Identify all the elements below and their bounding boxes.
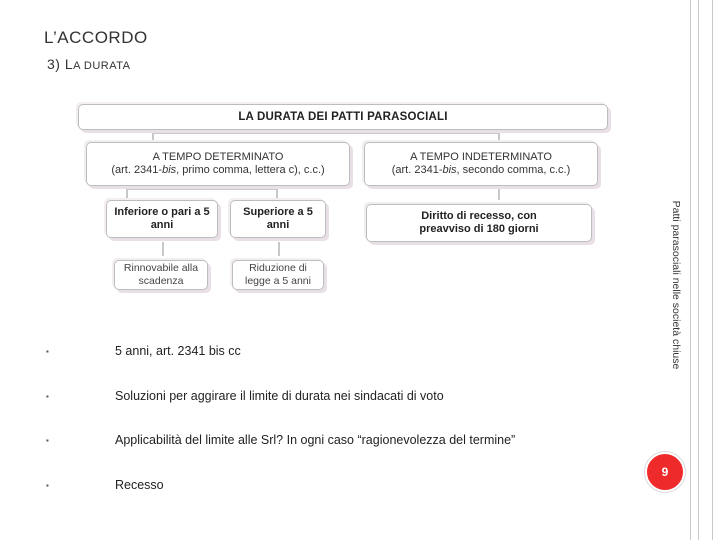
connector	[162, 242, 164, 256]
box-inferiore-5-anni: Inferiore o pari a 5 anni	[106, 200, 218, 238]
connector	[278, 242, 280, 256]
bullet-marker: ▪	[46, 347, 49, 356]
bullet-marker: ▪	[46, 481, 49, 490]
slide-subtitle: 3) LA DURATA	[47, 56, 131, 72]
bullet-marker: ▪	[46, 436, 49, 445]
bullet-text: Recesso	[115, 478, 164, 492]
border-line	[698, 0, 699, 540]
box-tempo-determinato-title: A TEMPO DETERMINATO	[152, 151, 284, 163]
box-rinnovabile: Rinnovabile alla scadenza	[114, 260, 208, 290]
bullet-text: Soluzioni per aggirare il limite di durata nei sindacati di voto	[115, 389, 444, 403]
box-tempo-indeterminato	[364, 142, 598, 186]
box-riduzione: Riduzione di legge a 5 anni	[232, 260, 324, 290]
box-tempo-indeterminato-title: A TEMPO INDETERMINATO	[410, 151, 552, 163]
connector	[498, 188, 500, 200]
box-tempo-indeterminato-ref: (art. 2341-bis, secondo comma, c.c.)	[391, 164, 571, 176]
duration-diagram	[66, 100, 610, 298]
side-caption: Patti parasociali nelle società chiuse	[670, 200, 682, 370]
connector	[498, 132, 500, 140]
box-tempo-determinato-ref: (art. 2341-bis, primo comma, lettera c), c.c.)	[111, 164, 325, 176]
box-tempo-determinato	[86, 142, 350, 186]
border-line	[690, 0, 691, 540]
connector	[126, 188, 278, 190]
box-diritto-recesso: Diritto di recesso, con preavviso di 180 giorni	[366, 204, 592, 242]
bullet-text: 5 anni, art. 2341 bis cc	[115, 344, 241, 358]
connector	[152, 132, 500, 134]
box-superiore-5-anni: Superiore a 5 anni	[230, 200, 326, 238]
bullet-marker: ▪	[46, 392, 49, 401]
diagram-header: LA DURATA DEI PATTI PARASOCIALI	[78, 104, 608, 130]
slide-title: L’ACCORDO	[44, 28, 148, 47]
page-number-badge: 9	[645, 452, 685, 492]
border-line	[712, 0, 713, 540]
bullet-text: Applicabilità del limite alle Srl? In ogni caso “ragionevolezza del termine”	[115, 433, 516, 447]
connector	[276, 188, 278, 198]
